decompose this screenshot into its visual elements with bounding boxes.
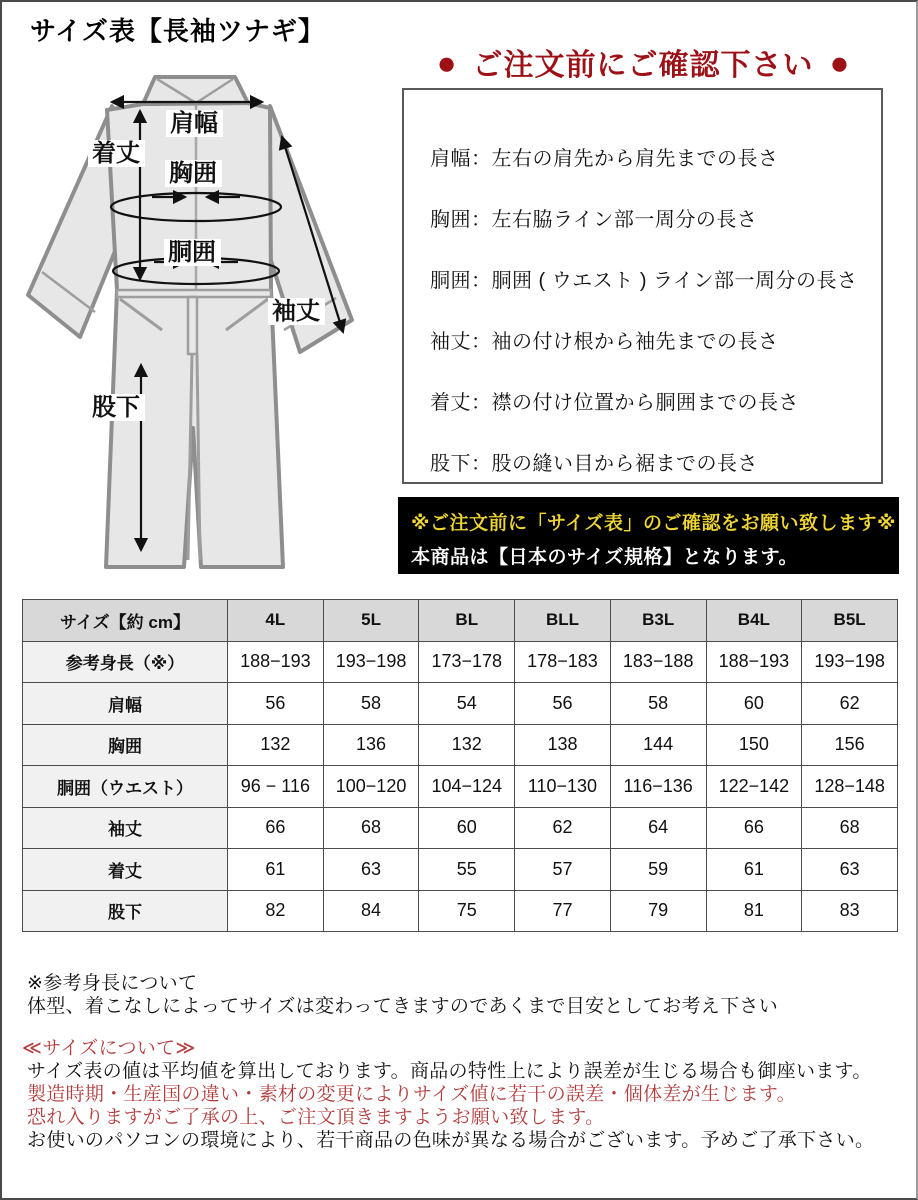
column-header: 5L — [323, 600, 419, 642]
column-header: BL — [419, 600, 515, 642]
coverall-measurement-diagram — [0, 0, 400, 600]
table-cell: 96 − 116 — [228, 766, 324, 808]
table-cell: 128−148 — [802, 766, 898, 808]
row-label: 胸囲 — [23, 724, 228, 766]
table-cell: 110−130 — [515, 766, 611, 808]
bullet-icon: ● — [829, 43, 850, 81]
note-manufacturing-variance: 製造時期・生産国の違い・素材の変更によりサイズ値に若干の誤差・個体差が生じます。 — [27, 1084, 796, 1105]
table-cell: 132 — [228, 724, 324, 766]
row-label: 胴囲（ウエスト） — [23, 766, 228, 808]
definition-body-length: 着丈：襟の付け位置から胴囲までの長さ — [430, 392, 799, 414]
table-cell: 84 — [323, 890, 419, 932]
table-cell: 58 — [323, 683, 419, 725]
footer-notes — [22, 972, 875, 1152]
note-reference-height-body: 体型、着こなしによってサイズは変わってきますのであくまで目安としてお考え下さい — [27, 996, 778, 1017]
confirm-heading — [402, 40, 884, 84]
table-cell: 178−183 — [515, 641, 611, 683]
table-header-row — [23, 600, 898, 642]
table-cell: 56 — [228, 683, 324, 725]
table-cell: 83 — [802, 890, 898, 932]
column-header: 4L — [228, 600, 324, 642]
label-chest: 胸囲 — [169, 160, 217, 187]
table-cell: 64 — [610, 807, 706, 849]
definition-waist: 胴囲：胴囲 ( ウエスト ) ライン部一周分の長さ — [430, 270, 858, 292]
table-cell: 56 — [515, 683, 611, 725]
table-cell: 68 — [323, 807, 419, 849]
row-label: 着丈 — [23, 849, 228, 891]
notice-line-white: 本商品は【日本のサイズ規格】となります。 — [411, 547, 798, 568]
table-row — [23, 641, 898, 683]
table-cell: 61 — [706, 849, 802, 891]
table-cell: 183−188 — [610, 641, 706, 683]
table-cell: 62 — [515, 807, 611, 849]
notice-line-yellow: ※ご注文前に「サイズ表」のご確認をお願い致します※ — [411, 513, 896, 534]
notice-box — [398, 497, 899, 574]
definition-shoulder: 肩幅：左右の肩先から肩先までの長さ — [430, 148, 779, 170]
row-label: 袖丈 — [23, 807, 228, 849]
table-cell: 173−178 — [419, 641, 515, 683]
table-cell: 82 — [228, 890, 324, 932]
table-cell: 63 — [323, 849, 419, 891]
table-cell: 138 — [515, 724, 611, 766]
table-cell: 62 — [802, 683, 898, 725]
note-about-size-heading: ≪サイズについて≫ — [22, 1038, 196, 1059]
label-waist: 胴囲 — [168, 239, 216, 266]
table-cell: 66 — [228, 807, 324, 849]
note-reference-height-title: ※参考身長について — [27, 973, 198, 994]
definition-inseam: 股下：股の縫い目から裾までの長さ — [430, 453, 758, 475]
table-row — [23, 849, 898, 891]
column-header: サイズ【約 cm】 — [23, 600, 228, 642]
definition-sleeve: 袖丈：袖の付け根から袖先までの長さ — [430, 331, 779, 353]
page-title: サイズ表【長袖ツナギ】 — [30, 16, 325, 46]
table-cell: 68 — [802, 807, 898, 849]
label-body-length: 着丈 — [92, 140, 140, 167]
table-row — [23, 807, 898, 849]
table-cell: 150 — [706, 724, 802, 766]
note-please-understand: 恐れ入りますがご了承の上、ご注文頂きますようお願い致します。 — [27, 1107, 605, 1128]
table-cell: 77 — [515, 890, 611, 932]
row-label: 参考身長（※） — [23, 641, 228, 683]
table-row — [23, 724, 898, 766]
table-cell: 116−136 — [610, 766, 706, 808]
row-label: 肩幅 — [23, 683, 228, 725]
table-row — [23, 766, 898, 808]
table-cell: 132 — [419, 724, 515, 766]
row-label: 股下 — [23, 890, 228, 932]
bullet-icon: ● — [436, 43, 457, 81]
table-cell: 104−124 — [419, 766, 515, 808]
table-cell: 60 — [419, 807, 515, 849]
size-table — [22, 599, 898, 932]
table-cell: 136 — [323, 724, 419, 766]
column-header: B5L — [802, 600, 898, 642]
table-cell: 144 — [610, 724, 706, 766]
table-row — [23, 683, 898, 725]
definition-chest: 胸囲：左右脇ライン部一周分の長さ — [430, 209, 758, 231]
table-cell: 79 — [610, 890, 706, 932]
table-cell: 156 — [802, 724, 898, 766]
note-monitor-color: お使いのパソコンの環境により、若干商品の色味が異なる場合がございます。予めご了承下さい。 — [27, 1130, 875, 1151]
table-cell: 57 — [515, 849, 611, 891]
confirm-heading-text: ご注文前にご確認下さい — [472, 49, 814, 82]
table-cell: 193−198 — [802, 641, 898, 683]
column-header: B3L — [610, 600, 706, 642]
table-cell: 54 — [419, 683, 515, 725]
table-cell: 59 — [610, 849, 706, 891]
note-average-values: サイズ表の値は平均値を算出しております。商品の特性上により誤差が生じる場合も御座います。 — [27, 1061, 872, 1082]
table-cell: 81 — [706, 890, 802, 932]
column-header: BLL — [515, 600, 611, 642]
table-cell: 61 — [228, 849, 324, 891]
table-cell: 58 — [610, 683, 706, 725]
label-shoulder-width: 肩幅 — [170, 110, 218, 137]
collar — [143, 77, 248, 104]
label-sleeve-length: 袖丈 — [272, 298, 320, 325]
table-cell: 193−198 — [323, 641, 419, 683]
label-inseam: 股下 — [92, 394, 140, 421]
column-header: B4L — [706, 600, 802, 642]
table-cell: 100−120 — [323, 766, 419, 808]
table-cell: 188−193 — [706, 641, 802, 683]
table-cell: 188−193 — [228, 641, 324, 683]
table-cell: 66 — [706, 807, 802, 849]
table-cell: 55 — [419, 849, 515, 891]
table-cell: 60 — [706, 683, 802, 725]
table-row — [23, 890, 898, 932]
table-cell: 122−142 — [706, 766, 802, 808]
table-cell: 63 — [802, 849, 898, 891]
measurement-definitions-box — [402, 88, 883, 484]
table-cell: 75 — [419, 890, 515, 932]
